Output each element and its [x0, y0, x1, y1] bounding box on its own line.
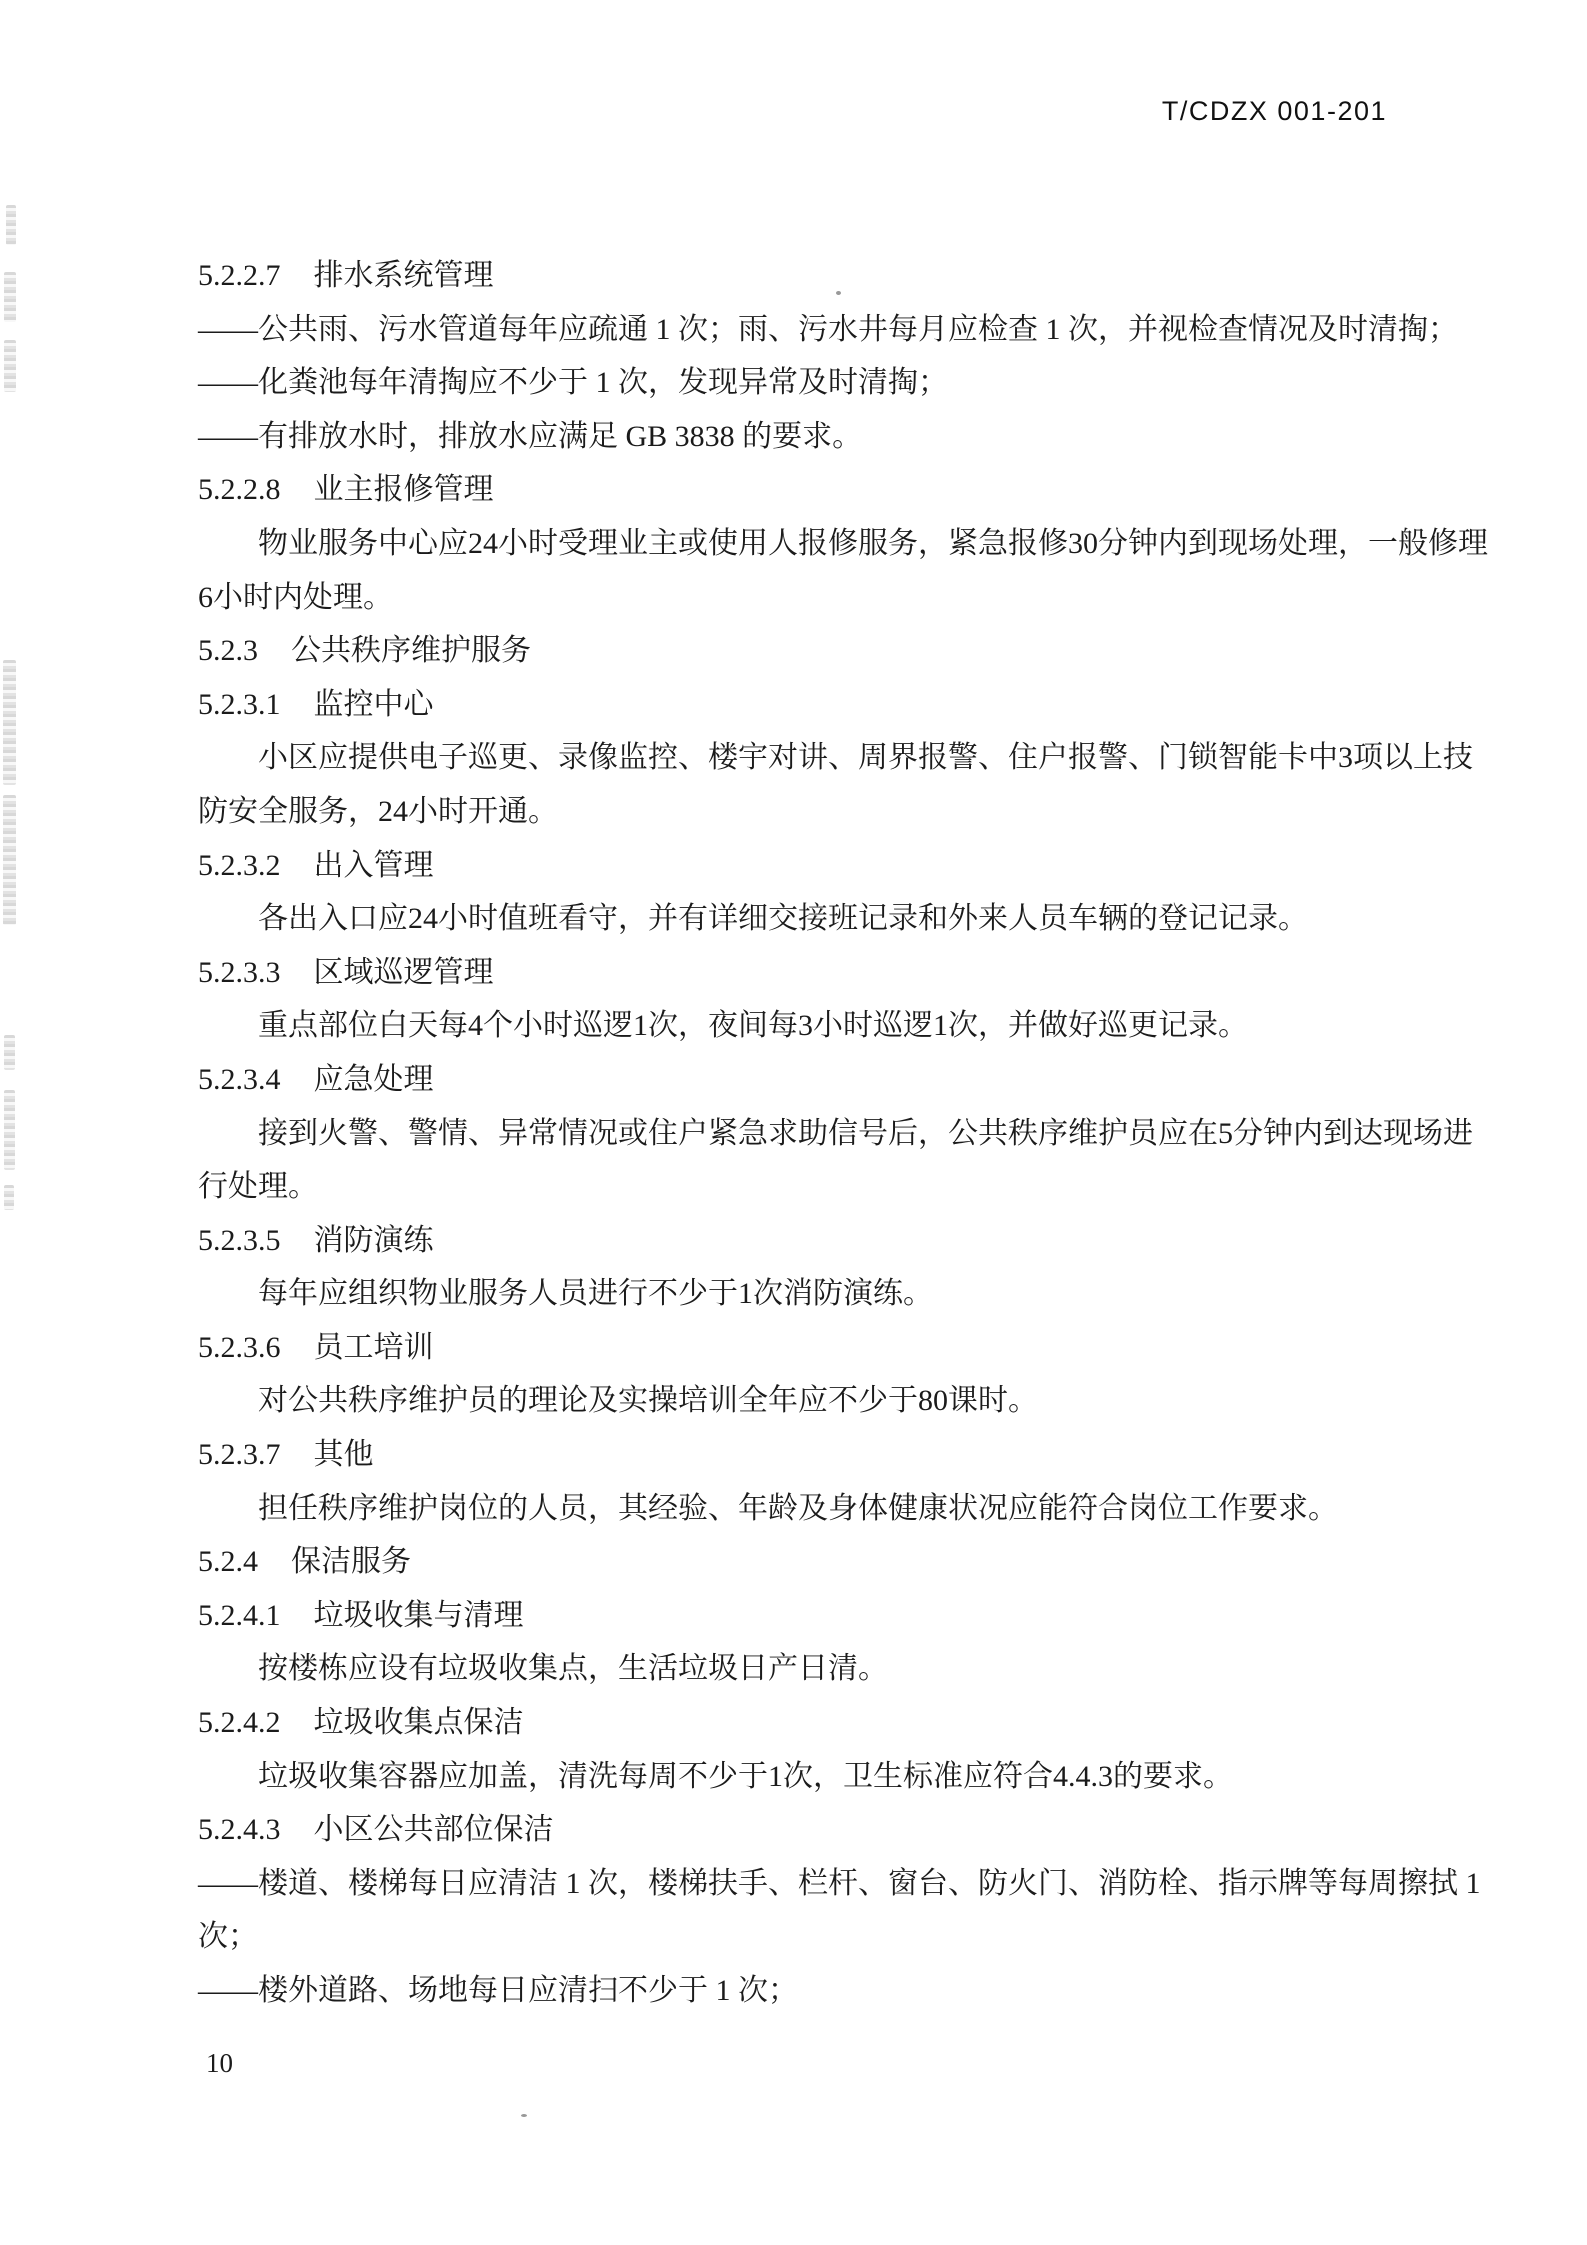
- paragraph-line: 对公共秩序维护员的理论及实操培训全年应不少于80课时。: [258, 1384, 1038, 1418]
- list-item-line: ——楼外道路、场地每日应清扫不少于 1 次；: [198, 1974, 798, 2007]
- doc-code: T/CDZX 001-201: [1161, 96, 1387, 126]
- section-heading: [198, 1589, 1468, 1643]
- section-number: 5.2.3.4: [198, 1062, 281, 1096]
- section-heading: [198, 1053, 1468, 1107]
- paragraph-line: 物业服务中心应24小时受理业主或使用人报修服务，紧急报修30分钟内到现场处理，一般修理: [258, 526, 1488, 560]
- section-title: 排水系统管理: [313, 259, 494, 292]
- paragraph-line: 小区应提供电子巡更、录像监控、楼宇对讲、周界报警、住户报警、门锁智能卡中3项以上技: [258, 741, 1473, 775]
- section-title: 区域巡逻管理: [313, 955, 494, 989]
- section-number: 5.2.3.5: [198, 1223, 281, 1257]
- section-heading: [198, 1428, 1468, 1482]
- section-title: 出入管理: [313, 848, 434, 882]
- section-title: 小区公共部位保洁: [313, 1813, 554, 1847]
- section-heading: [198, 1321, 1468, 1375]
- scan-artifact: [4, 1185, 14, 1210]
- list-item-line: ——楼道、楼梯每日应清洁 1 次，楼梯扶手、栏杆、窗台、防火门、消防栓、指示牌等每周擦拭 1: [198, 1866, 1481, 1900]
- list-item-line: ——公共雨、污水管道每年应疏通 1 次；雨、污水井每月应检查 1 次，并视检查情况及时清掏；: [198, 312, 1458, 346]
- section-title: 垃圾收集点保洁: [313, 1706, 524, 1740]
- scan-artifact: [3, 660, 16, 785]
- paragraph-line: 防安全服务，24小时开通。: [198, 794, 558, 828]
- section-title: 消防演练: [313, 1223, 434, 1257]
- scan-artifact: [4, 1090, 15, 1170]
- list-item-line: ——有排放水时，排放水应满足 GB 3838 的要求。: [198, 419, 863, 453]
- section-number: 5.2.3.6: [198, 1330, 281, 1364]
- section-number: 5.2.3: [198, 634, 258, 668]
- section-number: 5.2.4.3: [198, 1813, 281, 1847]
- section-heading: [198, 1535, 1468, 1589]
- scan-speck: [521, 2114, 527, 2117]
- section-number: 5.2.2.7: [198, 259, 281, 292]
- scan-artifact: [4, 272, 16, 322]
- list-item-line: 次；: [198, 1920, 258, 1954]
- paragraph-line: 各出入口应24小时值班看守，并有详细交接班记录和外来人员车辆的登记记录。: [258, 902, 1308, 936]
- paragraph-line: 按楼栋应设有垃圾收集点，生活垃圾日产日清。: [258, 1652, 888, 1686]
- section-heading: [198, 463, 1468, 517]
- section-heading: [198, 624, 1468, 678]
- section-number: 5.2.4.1: [198, 1598, 281, 1632]
- section-number: 5.2.4.2: [198, 1706, 281, 1740]
- section-title: 垃圾收集与清理: [313, 1598, 524, 1632]
- section-heading: [198, 678, 1468, 732]
- paragraph-line: 行处理。: [198, 1170, 318, 1204]
- section-title: 业主报修管理: [313, 473, 494, 507]
- section-heading: [198, 1214, 1468, 1268]
- section-heading: [198, 946, 1468, 1000]
- section-title: 公共秩序维护服务: [291, 634, 531, 668]
- paragraph-line: 每年应组织物业服务人员进行不少于1次消防演练。: [258, 1277, 933, 1311]
- section-title: 其他: [313, 1438, 374, 1472]
- section-title: 员工培训: [313, 1330, 434, 1364]
- section-number: 5.2.3.1: [198, 687, 281, 721]
- document-content: [198, 249, 1488, 2018]
- section-title: 应急处理: [313, 1062, 434, 1096]
- section-title: 保洁服务: [291, 1545, 411, 1579]
- paragraph-line: 重点部位白天每4个小时巡逻1次，夜间每3小时巡逻1次，并做好巡更记录。: [258, 1009, 1248, 1043]
- section-number: 5.2.3.2: [198, 848, 281, 882]
- list-item-line: ——化粪池每年清掏应不少于 1 次，发现异常及时清掏；: [198, 366, 948, 400]
- section-heading: [198, 249, 1468, 303]
- paragraph-line: 6小时内处理。: [198, 580, 393, 614]
- page-number: 10: [206, 2048, 233, 2078]
- section-heading: [198, 839, 1468, 893]
- section-heading: [198, 1803, 1468, 1857]
- scan-speck: [836, 291, 841, 295]
- section-heading: [198, 1696, 1468, 1750]
- section-number: 5.2.2.8: [198, 473, 281, 507]
- scan-artifact: [4, 340, 16, 392]
- section-number: 5.2.3.7: [198, 1438, 281, 1472]
- paragraph-line: 垃圾收集容器应加盖，清洗每周不少于1次，卫生标准应符合4.4.3的要求。: [258, 1759, 1233, 1793]
- section-number: 5.2.3.3: [198, 955, 281, 989]
- section-number: 5.2.4: [198, 1545, 258, 1579]
- scan-artifact: [3, 795, 16, 925]
- paragraph-line: 担任秩序维护岗位的人员，其经验、年龄及身体健康状况应能符合岗位工作要求。: [258, 1491, 1338, 1525]
- paragraph-line: 接到火警、警情、异常情况或住户紧急求助信号后，公共秩序维护员应在5分钟内到达现场进: [258, 1116, 1473, 1150]
- section-title: 监控中心: [313, 687, 434, 721]
- scan-artifact: [4, 1035, 15, 1070]
- scan-artifact: [6, 205, 16, 245]
